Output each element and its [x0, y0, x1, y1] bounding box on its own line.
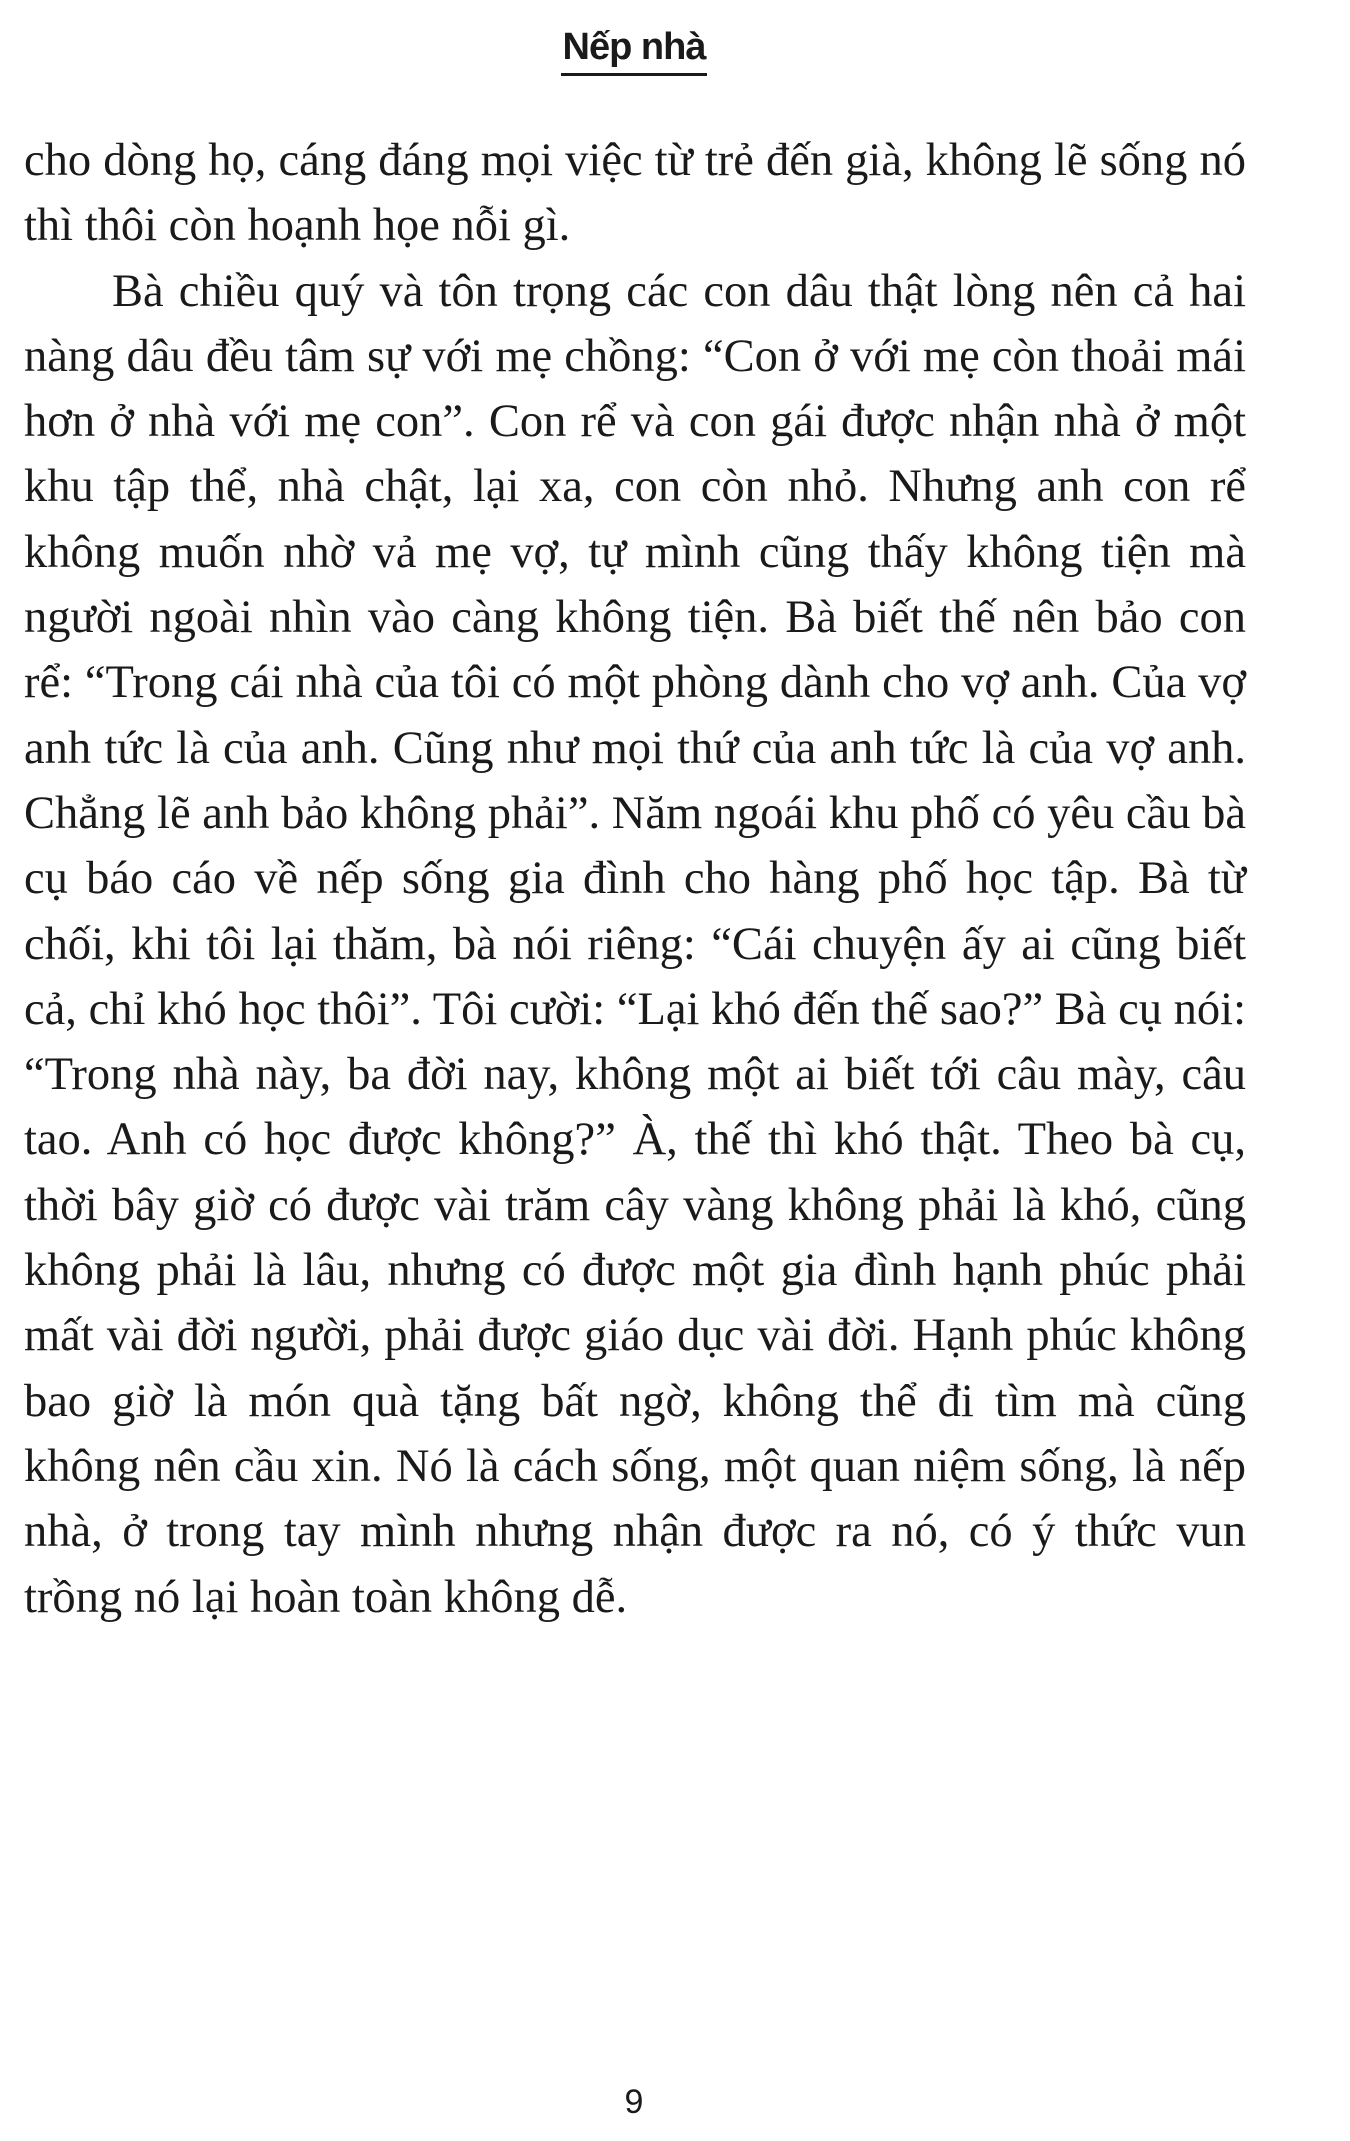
page-number: 9 [624, 2083, 644, 2121]
paragraph: Bà chiều quý và tôn trọng các con dâu thật lòng nên cả hai nàng dâu đều tâm sự với mẹ chồng: “Con ở với mẹ còn thoải mái hơn ở nhà với mẹ con”. Con rể và con gái được nhận nhà ở một khu tập thể, nhà chật, lại xa, con còn nhỏ. Nhưng anh con rể không muốn nhờ vả mẹ vợ, tự mình cũng thấy không tiện mà người ngoài nhìn vào càng không tiện. Bà biết thế nên bảo con rể: “Trong cái nhà của tôi có một phòng dành cho vợ anh. Của vợ anh tức là của anh. Cũng như mọi thứ của anh tức là của vợ anh. Chẳng lẽ anh bảo không phải”. Năm ngoái khu phố có yêu cầu bà cụ báo cáo về nếp sống gia đình cho hàng phố học tập. Bà từ chối, khi tôi lại thăm, bà nói riêng: “Cái chuyện ấy ai cũng biết cả, chỉ khó học thôi”. Tôi cười: “Lại khó đến thế sao?” Bà cụ nói: “Trong nhà này, ba đời nay, không một ai biết tới câu mày, câu tao. Anh có học được không?” À, thế thì khó thật. Theo bà cụ, thời bây giờ có được vài trăm cây vàng không phải là khó, cũng không phải là lâu, nhưng có được một gia đình hạnh phúc phải mất vài đời người, phải được giáo dục vài đời. Hạnh phúc không bao giờ là món quà tặng bất ngờ, không thể đi tìm mà cũng không nên cầu xin. Nó là cách sống, một quan niệm sống, là nếp nhà, ở trong tay mình nhưng nhận được ra nó, có ý thức vun trồng nó lại hoàn toàn không dễ. [24, 265, 1246, 1623]
paragraph-continued: cho dòng họ, cáng đáng mọi việc từ trẻ đến già, không lẽ sống nó thì thôi còn hoạnh họe nỗi gì. [24, 135, 1246, 252]
body-text [24, 128, 1246, 1630]
running-header [0, 22, 1268, 76]
running-header-title: Nếp nhà [561, 22, 708, 76]
